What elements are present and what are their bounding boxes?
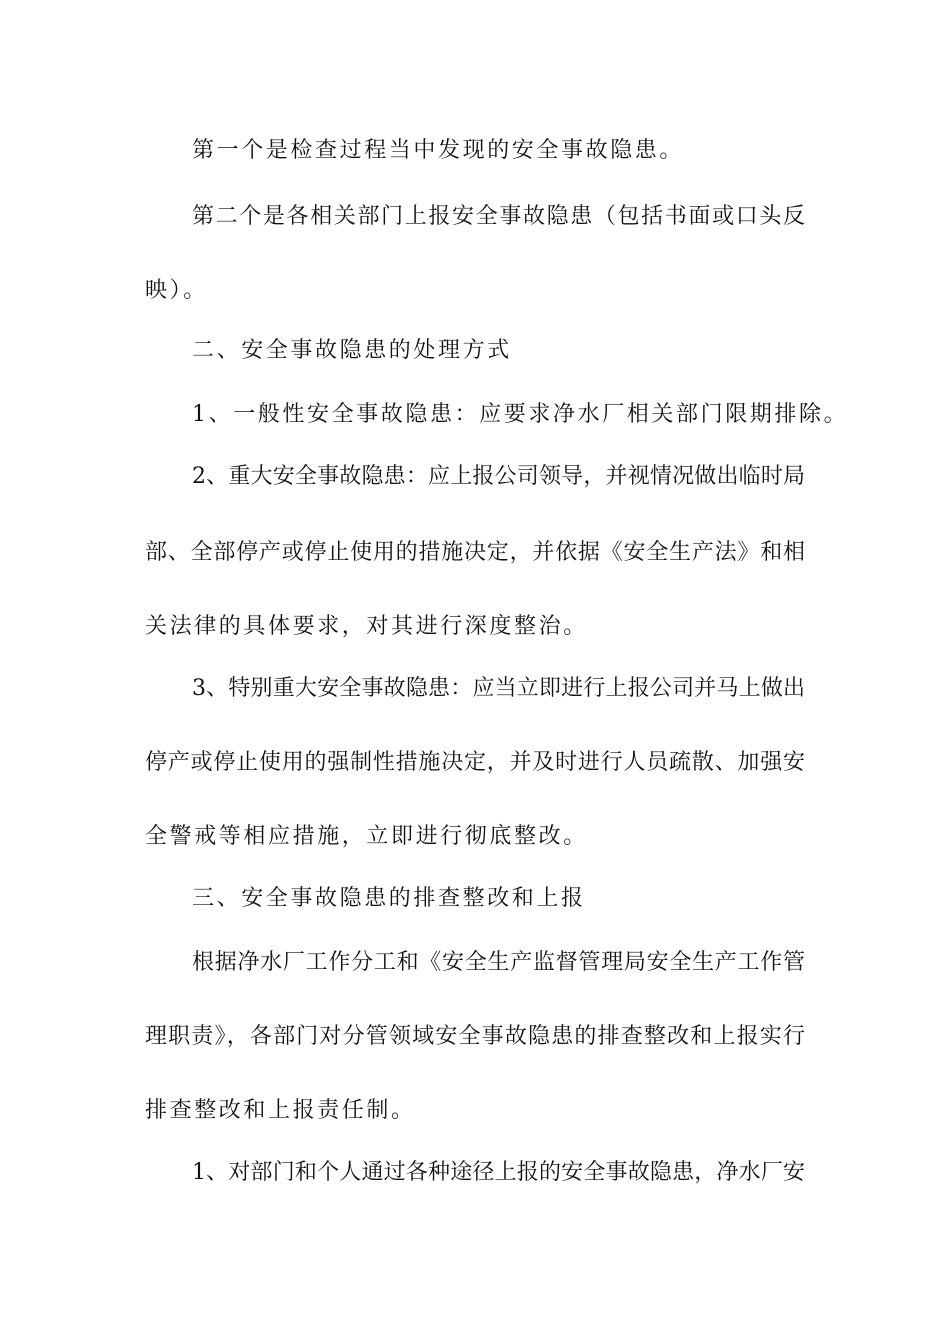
section-heading: 三、安全事故隐患的排查整改和上报 [192, 886, 586, 911]
paragraph-line: 理职责》，各部门对分管领域安全事故隐患的排查整改和上报实行 [145, 1024, 805, 1049]
paragraph-line: 全警戒等相应措施，立即进行彻底整改。 [145, 824, 588, 849]
paragraph-line: 3、特别重大安全事故隐患：应当立即进行上报公司并马上做出 [192, 676, 805, 701]
paragraph-line: 排查整改和上报责任制。 [145, 1098, 416, 1123]
paragraph-line: 第一个是检查过程当中发现的安全事故隐患。 [192, 138, 685, 163]
paragraph-line: 2、重大安全事故隐患：应上报公司领导，并视情况做出临时局 [192, 464, 805, 489]
paragraph-line: 1、对部门和个人通过各种途径上报的安全事故隐患，净水厂安 [192, 1160, 805, 1185]
paragraph-line: 停产或停止使用的强制性措施决定，并及时进行人员疏散、加强安 [145, 750, 805, 775]
paragraph-line: 第二个是各相关部门上报安全事故隐患（包括书面或口头反 [192, 204, 805, 229]
paragraph-line: 1、一般性安全事故隐患：应要求净水厂相关部门限期排除。 [192, 402, 849, 427]
paragraph-line: 关法律的具体要求，对其进行深度整治。 [145, 614, 588, 639]
section-heading: 二、安全事故隐患的处理方式 [192, 338, 512, 363]
paragraph-line: 部、全部停产或停止使用的措施决定，并依据《安全生产法》和相 [145, 540, 805, 565]
paragraph-line: 根据净水厂工作分工和《安全生产监督管理局安全生产工作管 [192, 950, 805, 975]
paragraph-line: 映）。 [145, 278, 208, 303]
